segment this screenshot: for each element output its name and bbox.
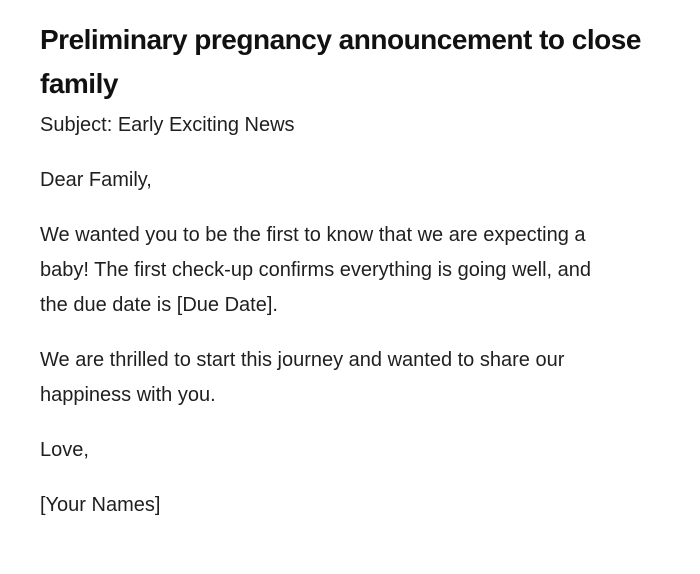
body-paragraph-announcement: We wanted you to be the first to know that we are expecting a baby! The first check-up confirms everything is going well, and the due date is [Due Date].	[40, 224, 592, 316]
signoff-line: Love,	[40, 439, 89, 461]
subject-line: Subject: Early Exciting News	[40, 114, 295, 136]
body-paragraph-sentiment: We are thrilled to start this journey and wanted to share our happiness with you.	[40, 349, 565, 406]
signature-placeholder: [Your Names]	[40, 494, 161, 516]
greeting-line: Dear Family,	[40, 169, 152, 191]
page-title: Preliminary pregnancy announcement to close family	[40, 24, 641, 99]
